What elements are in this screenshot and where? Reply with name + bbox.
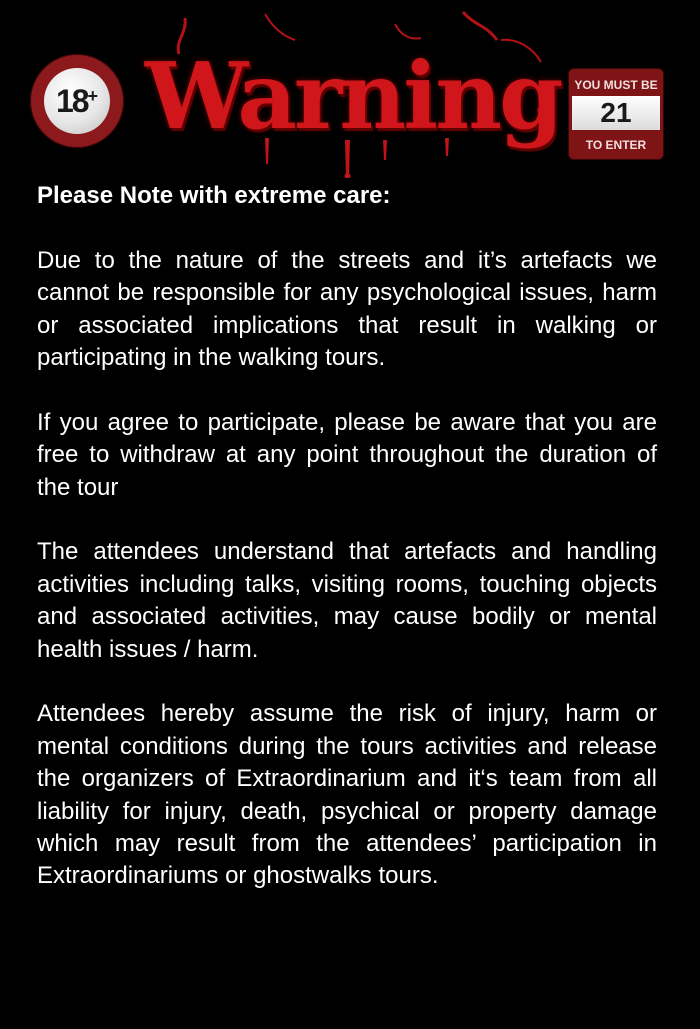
- notice-heading: Please Note with extreme care:: [37, 182, 391, 209]
- age-18-badge-icon: [30, 54, 124, 148]
- age-18-badge-face: [44, 68, 110, 134]
- must-be-21-sign-icon: [568, 68, 664, 160]
- warning-title: Warning: [145, 42, 561, 150]
- notice-paragraph-liability: Attendees hereby assume the risk of injury, harm or mental conditions during the tours activities and release the organizers of Extraordinarium and it‘s team from all liability for injury, death, psychical or property damage which may result from the attendees’ participation in Extraordinariums or ghostwalks tours.: [37, 700, 657, 890]
- age-sign-number: 21: [572, 96, 660, 130]
- warning-logo: [145, 10, 561, 178]
- notice-paragraph-withdraw: If you agree to participate, please be aware that you are free to withdraw at any point throughout the duration of the tour: [37, 408, 657, 501]
- notice-body: [37, 180, 657, 925]
- age-sign-bottom-text: TO ENTER: [585, 138, 647, 152]
- notice-paragraph-activities: The attendees understand that artefacts and handling activities including talks, visiting rooms, touching objects and associated activities, may cause bodily or mental health issues / harm.: [37, 538, 657, 663]
- age-18-plus: +: [87, 86, 99, 106]
- warning-header: [0, 0, 700, 180]
- age-18-number: 18: [55, 83, 88, 119]
- age-sign-top-text: YOU MUST BE: [574, 78, 658, 92]
- notice-paragraph-responsibility: Due to the nature of the streets and it’s artefacts we cannot be responsible for any psychological issues, harm or associated implications that result in walking or participating in the walking tours.: [37, 246, 657, 372]
